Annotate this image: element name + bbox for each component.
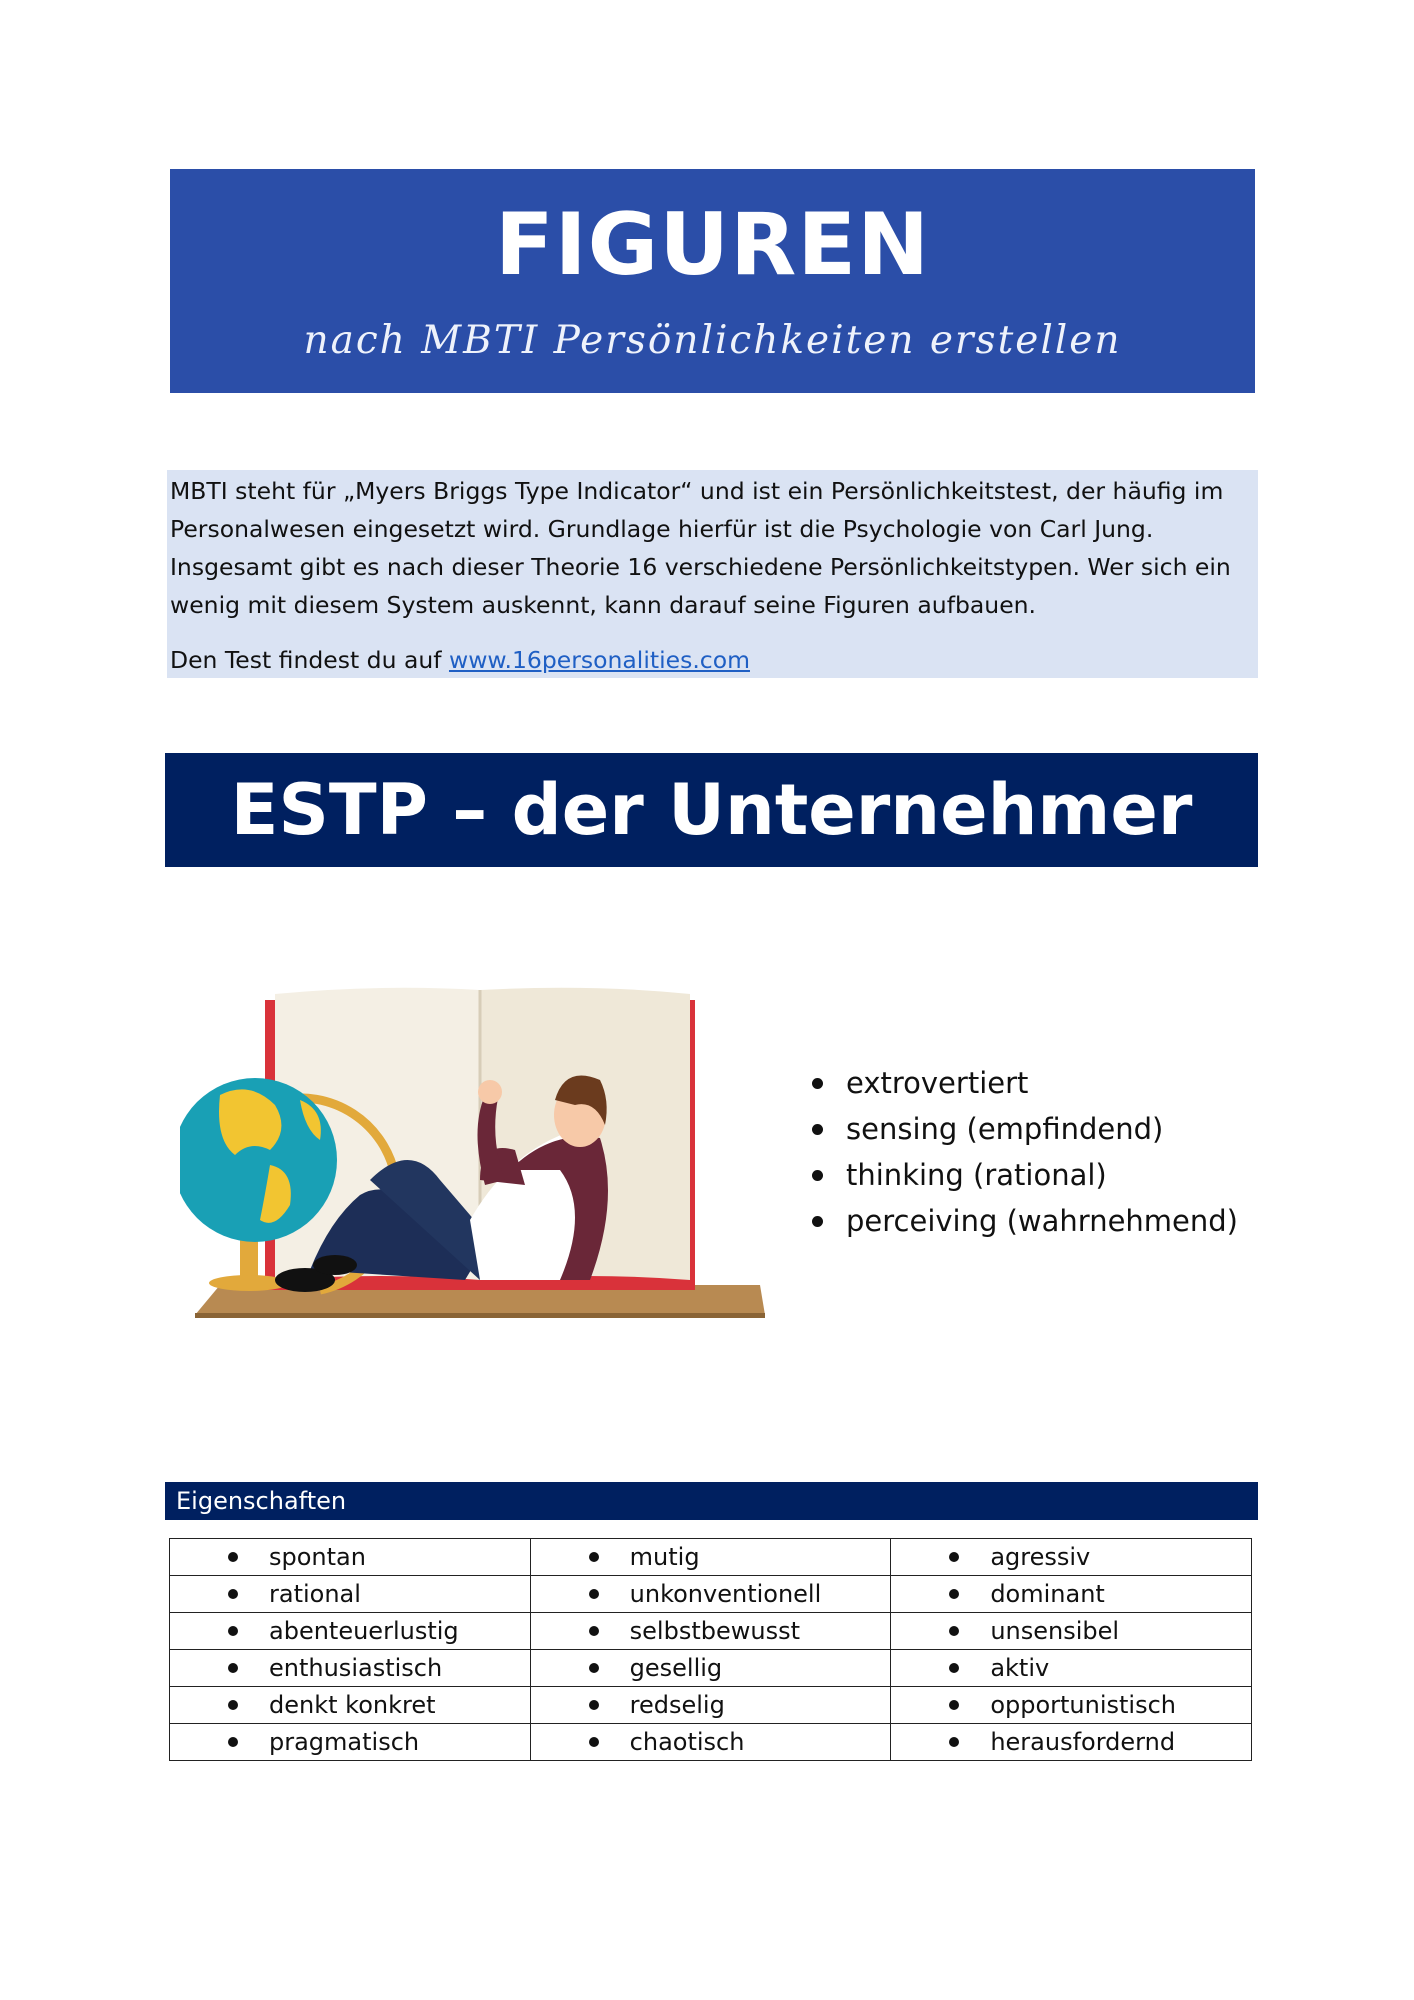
trait-cell: pragmatisch xyxy=(170,1724,530,1760)
title-banner xyxy=(170,169,1255,393)
test-link[interactable]: www.16personalities.com xyxy=(448,646,750,674)
test-prefix: Den Test findest du auf xyxy=(170,646,449,674)
person-reading-with-globe-illustration xyxy=(180,980,770,1340)
traits-header: Eigenschaften xyxy=(165,1482,1258,1520)
banner-subtitle: nach MBTI Persönlichkeiten erstellen xyxy=(303,318,1122,363)
intro-box xyxy=(167,470,1258,678)
list-item: extrovertiert xyxy=(810,1060,1238,1106)
trait-cell: opportunistisch xyxy=(891,1687,1251,1723)
intro-paragraph: MBTI steht für „Myers Briggs Type Indicator“ und ist ein Persönlichkeitstest, der häufig im Personalwesen eingesetzt wird. Grundlage hierfür ist die Psychologie von Carl Jung. Insgesamt gibt es nach dieser Theorie 16 verschiedene Persönlichkeitstypen. Wer sich ein wenig mit diesem System auskennt, kann darauf seine Figuren aufbauen. xyxy=(170,477,1231,619)
trait-cell: abenteuerlustig xyxy=(170,1613,530,1649)
table-row xyxy=(170,1576,1252,1613)
trait-cell: herausfordernd xyxy=(891,1724,1251,1760)
test-line xyxy=(170,641,1255,679)
banner-title: FIGUREN xyxy=(494,195,931,295)
trait-cell: enthusiastisch xyxy=(170,1650,530,1686)
trait-cell: chaotisch xyxy=(531,1724,891,1760)
list-item: thinking (rational) xyxy=(810,1152,1238,1198)
type-heading: ESTP – der Unternehmer xyxy=(165,753,1258,867)
trait-cell: selbstbewusst xyxy=(531,1613,891,1649)
trait-cell: agressiv xyxy=(891,1539,1251,1575)
trait-cell: gesellig xyxy=(531,1650,891,1686)
trait-cell: dominant xyxy=(891,1576,1251,1612)
table-row xyxy=(170,1539,1252,1576)
table-row xyxy=(170,1724,1252,1761)
list-item: sensing (empfindend) xyxy=(810,1106,1238,1152)
traits-table xyxy=(169,1538,1252,1761)
list-item: perceiving (wahrnehmend) xyxy=(810,1198,1238,1244)
dichotomies-list xyxy=(810,1060,1238,1244)
table-row xyxy=(170,1650,1252,1687)
trait-cell: unsensibel xyxy=(891,1613,1251,1649)
trait-cell: redselig xyxy=(531,1687,891,1723)
trait-cell: aktiv xyxy=(891,1650,1251,1686)
trait-cell: rational xyxy=(170,1576,530,1612)
trait-cell: spontan xyxy=(170,1539,530,1575)
trait-cell: unkonventionell xyxy=(531,1576,891,1612)
table-row xyxy=(170,1687,1252,1724)
table-row xyxy=(170,1613,1252,1650)
trait-cell: mutig xyxy=(531,1539,891,1575)
trait-cell: denkt konkret xyxy=(170,1687,530,1723)
